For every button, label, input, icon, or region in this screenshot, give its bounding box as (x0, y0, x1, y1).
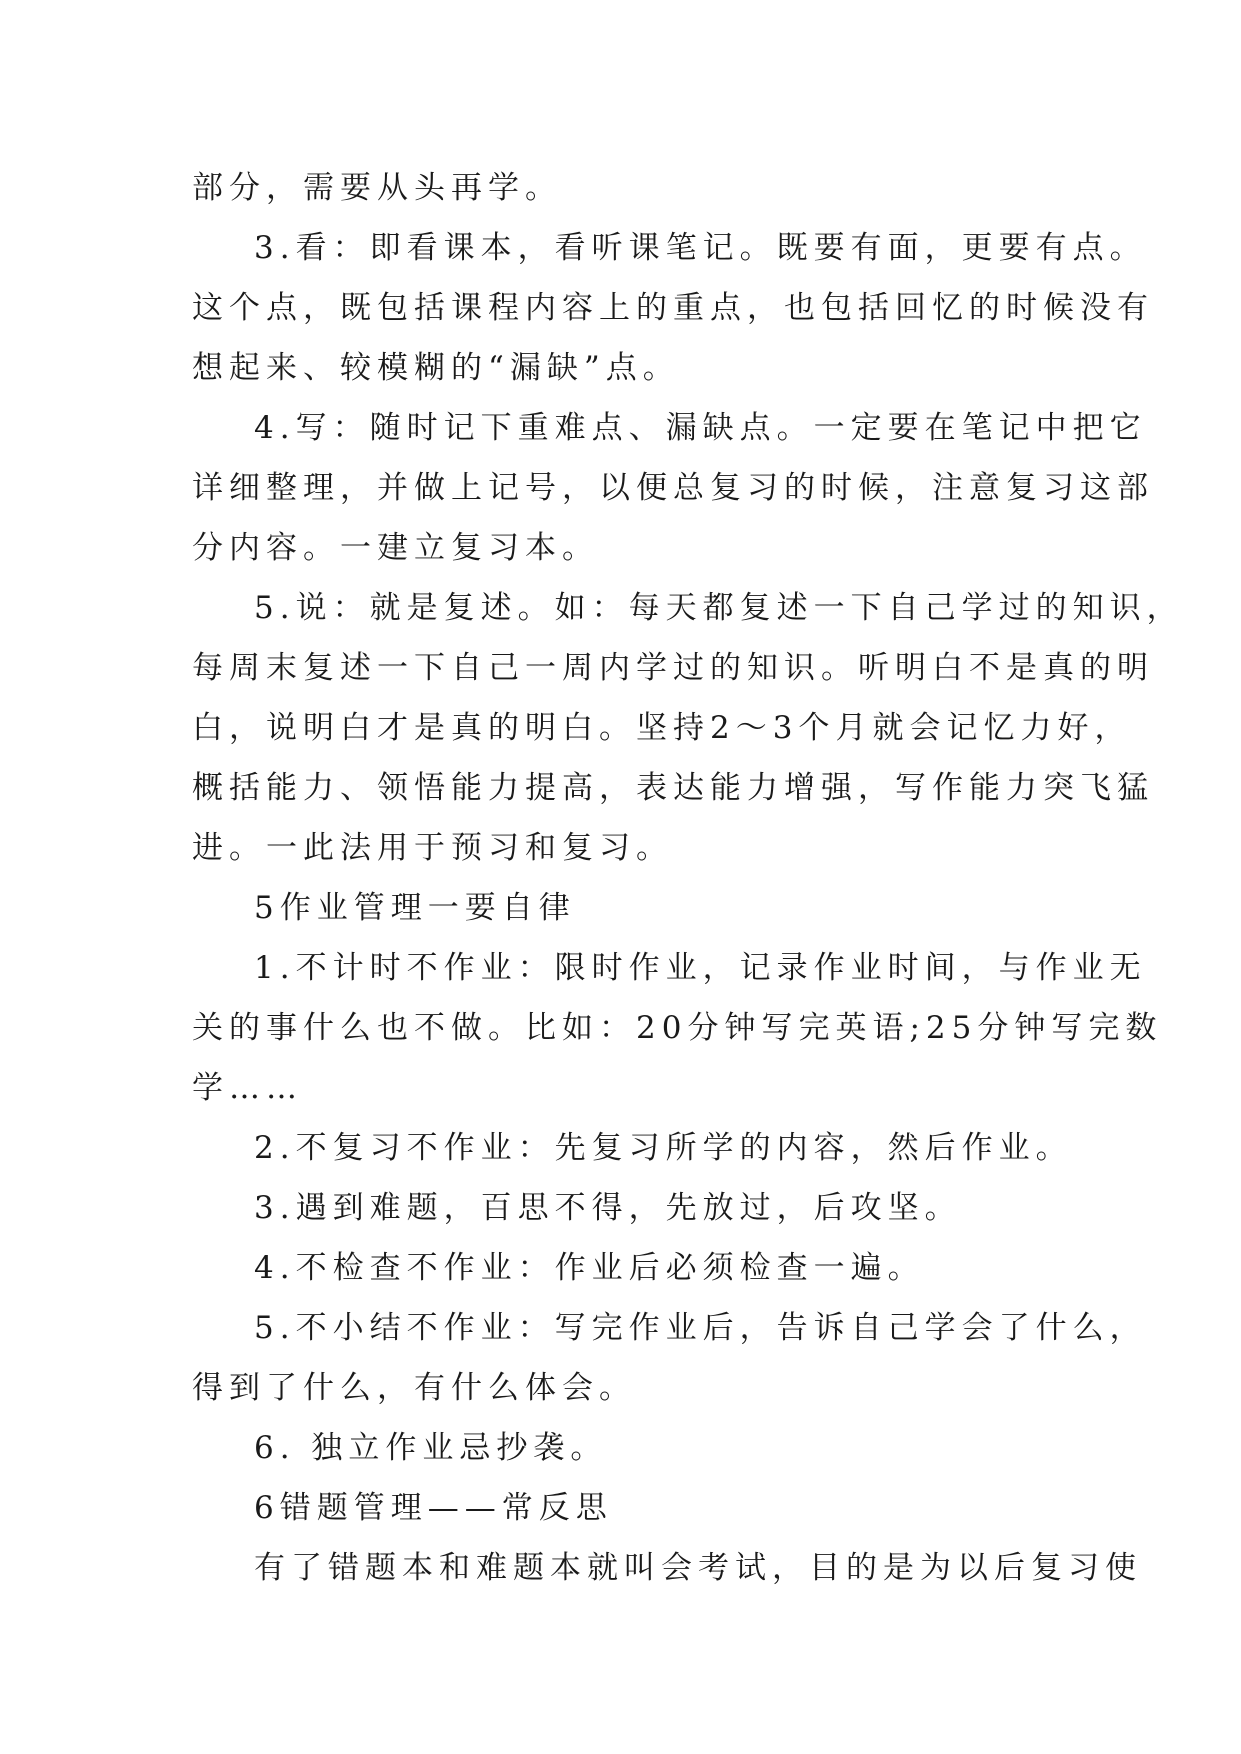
text-line: 每周末复述一下自己一周内学过的知识。听明白不是真的明 (192, 650, 1154, 686)
text-line: 3.遇到难题，百思不得，先放过，后攻坚。 (254, 1190, 962, 1226)
text-line: 学…… (192, 1070, 303, 1106)
text-line: 5.不小结不作业：写完作业后，告诉自己学会了什么， (254, 1310, 1147, 1346)
text-line: 概括能力、领悟能力提高，表达能力增强，写作能力突飞猛 (192, 770, 1154, 806)
document-body (192, 158, 1184, 1598)
text-line: 分内容。一建立复习本。 (192, 530, 599, 566)
text-line: 2.不复习不作业：先复习所学的内容，然后作业。 (254, 1130, 1073, 1166)
text-line: 5.说：就是复述。如：每天都复述一下自己学过的知识， (254, 590, 1184, 626)
text-line: 4.写：随时记下重难点、漏缺点。一定要在笔记中把它 (254, 410, 1147, 446)
text-line: 详细整理，并做上记号，以便总复习的时候，注意复习这部 (192, 470, 1154, 506)
section-heading: 6错题管理——常反思 (254, 1490, 613, 1526)
text-line: 有了错题本和难题本就叫会考试，目的是为以后复习使 (254, 1550, 1142, 1586)
text-line: 想起来、较模糊的“漏缺”点。 (192, 350, 680, 386)
text-line: 4.不检查不作业：作业后必须检查一遍。 (254, 1250, 925, 1286)
text-line: 这个点，既包括课程内容上的重点，也包括回忆的时候没有 (192, 290, 1154, 326)
text-line: 白，说明白才是真的明白。坚持2～3个月就会记忆力好， (192, 710, 1132, 746)
text-line: 得到了什么，有什么体会。 (192, 1370, 636, 1406)
text-line: 1.不计时不作业：限时作业，记录作业时间，与作业无 (254, 950, 1147, 986)
text-line: 部分，需要从头再学。 (192, 170, 562, 206)
text-line: 进。一此法用于预习和复习。 (192, 830, 673, 866)
text-line: 6. 独立作业忌抄袭。 (254, 1430, 608, 1466)
text-line: 关的事什么也不做。比如：20分钟写完英语;25分钟写完数 (192, 1010, 1163, 1046)
section-heading: 5作业管理一要自律 (254, 890, 576, 926)
text-line: 3.看：即看课本，看听课笔记。既要有面，更要有点。 (254, 230, 1147, 266)
